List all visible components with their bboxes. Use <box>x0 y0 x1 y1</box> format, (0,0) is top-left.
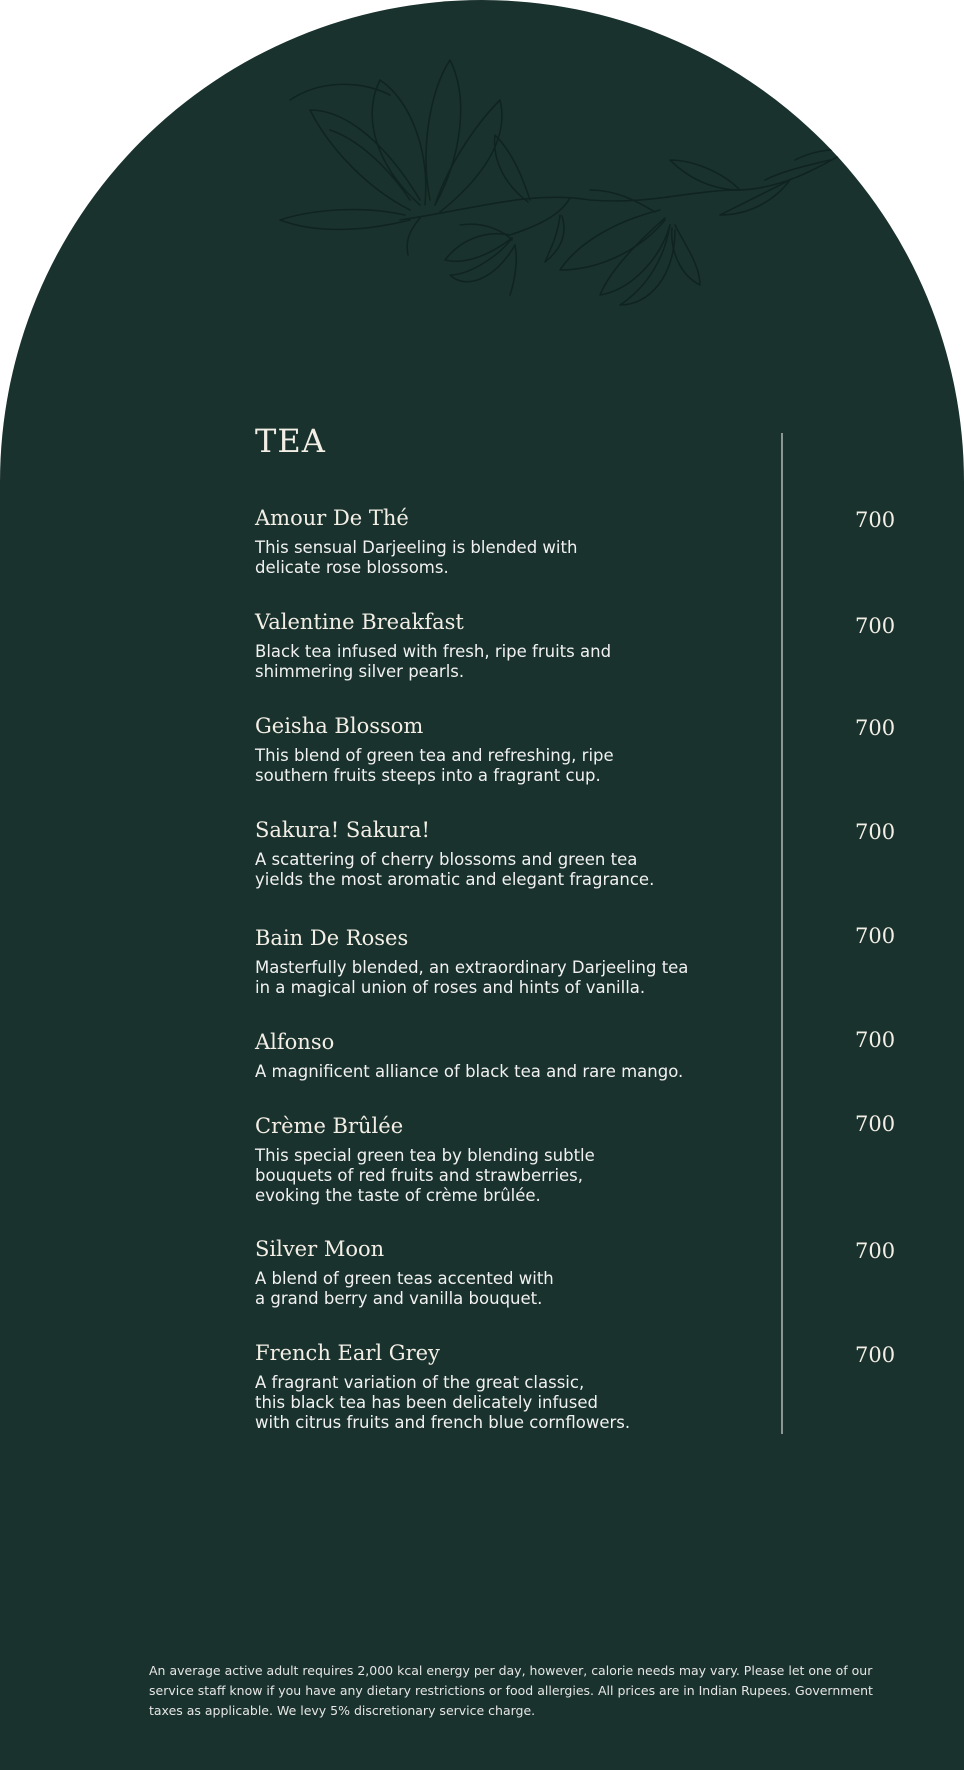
menu-item <box>255 926 905 998</box>
item-name: Silver Moon <box>255 1237 385 1261</box>
item-description-line: evoking the taste of crème brûlée. <box>255 1186 541 1205</box>
item-name: Amour De Thé <box>255 506 409 530</box>
footnote-line: An average active adult requires 2,000 kcal energy per day, however, calorie needs may vary. Please let one of our <box>149 1663 873 1678</box>
menu-item <box>255 714 905 786</box>
item-name: Sakura! Sakura! <box>255 818 430 842</box>
item-price: 700 <box>855 1112 896 1136</box>
item-description-line: delicate rose blossoms. <box>255 558 449 577</box>
menu-item <box>255 1237 905 1309</box>
item-price: 700 <box>855 1239 896 1263</box>
footnote-line: taxes as applicable. We levy 5% discretionary service charge. <box>149 1703 536 1718</box>
item-description <box>255 746 725 786</box>
item-description-line: this black tea has been delicately infused <box>255 1393 598 1412</box>
item-description-line: This special green tea by blending subtle <box>255 1146 595 1165</box>
item-price: 700 <box>855 508 896 532</box>
floral-branch-icon <box>270 40 860 360</box>
item-description-line: yields the most aromatic and elegant fragrance. <box>255 870 655 889</box>
item-description-line: Masterfully blended, an extraordinary Darjeeling tea <box>255 958 689 977</box>
item-name: Bain De Roses <box>255 926 409 950</box>
menu-item <box>255 610 905 682</box>
item-description <box>255 1269 725 1309</box>
item-description-line: A blend of green teas accented with <box>255 1269 554 1288</box>
item-price: 700 <box>855 1028 896 1052</box>
item-description <box>255 1062 725 1082</box>
menu-item <box>255 506 905 578</box>
item-price: 700 <box>855 614 896 638</box>
footnote <box>149 1661 909 1721</box>
item-name: French Earl Grey <box>255 1341 440 1365</box>
item-description <box>255 958 725 998</box>
section-title: TEA <box>255 422 326 460</box>
item-description <box>255 1146 725 1206</box>
item-description-line: Black tea infused with fresh, ripe fruits and <box>255 642 612 661</box>
item-description-line: A magnificent alliance of black tea and rare mango. <box>255 1062 684 1081</box>
footnote-line: service staff know if you have any dietary restrictions or food allergies. All prices are in Indian Rupees. Government <box>149 1683 873 1698</box>
item-description-line: A fragrant variation of the great classic, <box>255 1373 585 1392</box>
item-name: Geisha Blossom <box>255 714 424 738</box>
item-description-line: in a magical union of roses and hints of vanilla. <box>255 978 646 997</box>
menu-item <box>255 1114 905 1206</box>
item-description-line: a grand berry and vanilla bouquet. <box>255 1289 543 1308</box>
item-name: Valentine Breakfast <box>255 610 464 634</box>
item-description-line: This blend of green tea and refreshing, ripe <box>255 746 614 765</box>
item-description <box>255 850 725 890</box>
item-name: Crème Brûlée <box>255 1114 404 1138</box>
item-name: Alfonso <box>255 1030 335 1054</box>
item-description-line: southern fruits steeps into a fragrant cup. <box>255 766 601 785</box>
item-description <box>255 538 725 578</box>
item-price: 700 <box>855 716 896 740</box>
item-price: 700 <box>855 1343 896 1367</box>
item-description <box>255 1373 725 1433</box>
item-description-line: A scattering of cherry blossoms and green tea <box>255 850 638 869</box>
menu-item <box>255 818 905 890</box>
item-description-line: with citrus fruits and french blue cornflowers. <box>255 1413 631 1432</box>
item-price: 700 <box>855 820 896 844</box>
item-price: 700 <box>855 924 896 948</box>
menu-item <box>255 1341 905 1433</box>
item-description-line: This sensual Darjeeling is blended with <box>255 538 578 557</box>
menu-item <box>255 1030 905 1082</box>
item-description <box>255 642 725 682</box>
item-description-line: bouquets of red fruits and strawberries, <box>255 1166 584 1185</box>
item-description-line: shimmering silver pearls. <box>255 662 465 681</box>
